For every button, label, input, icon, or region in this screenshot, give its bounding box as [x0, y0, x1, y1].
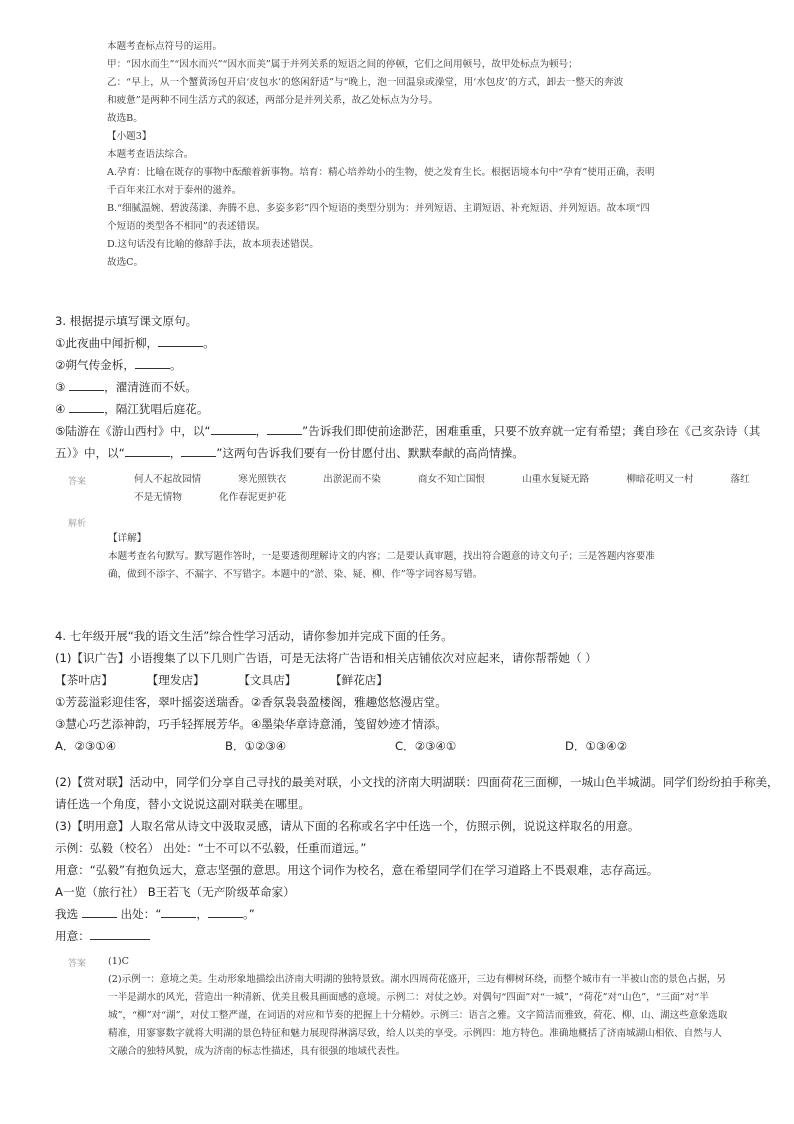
answer-line: (2)示例一：意境之美。生动形象地描绘出济南大明湖的独特景致。湖水四周荷花盛开，三边有柳树环绕，而整个城市有一半被山峦的景色占据，另一半是湖水的风光，营造出一种清新、优美且极具画面感的意境。示例二：对仗之妙。对偶句“四面”对“一城”，“荷花”对“山色”，“三面”对“半城”，“柳”对“湖”，对仗工整严谨，在词语的对应和节奏的把握上十分精妙。示例三：语言之雅。文字简洁而雅致，荷花、柳、山、湖这些意象选取精准，用寥寥数字就将大明湖的景色特征和魅力展现得淋漓尽致，给人以美的享受。示例四：地方特色。准确地概括了济南城湖山相依、自然与人文融合的独特风貌，成为济南的标志性描述，具有很强的地域代表性。 — [108, 974, 728, 1057]
shop-label: 【茶叶店】 — [55, 673, 113, 687]
text: 。 — [169, 358, 182, 372]
ad-line: ①芳蕊溢彩迎佳客，翠叶摇姿送瑞香。②香氛袅袅盈楼阁，雅趣悠悠漫店堂。 — [55, 695, 447, 709]
solution-line: 本题考查语法综合。 — [107, 149, 194, 160]
question-title: 4. 七年级开展“我的语文生活”综合性学习活动，请你参加并完成下面的任务。 — [55, 629, 453, 643]
answer-item: 商女不知亡国恨 — [417, 474, 486, 485]
question-3 — [55, 310, 761, 464]
answer-item: 化作春泥更护花 — [219, 492, 287, 503]
example-line: 示例：弘毅（校名） 出处：“士不可以不弘毅，任重而道远。” — [55, 841, 367, 855]
text: ④ — [55, 402, 70, 416]
blank — [181, 443, 216, 457]
solution-line: 个短语的类型各不相同”的表述错误。 — [107, 221, 266, 232]
text: 用意： — [55, 929, 90, 943]
solution-line: 故选B。 — [107, 113, 143, 124]
blank — [158, 333, 203, 347]
solution-line: A.孕育：比喻在既存的事物中酝酿着新事物。培育：精心培养幼小的生物，使之发育生长。根据语境本句中“孕育”使用正确，表明 — [107, 167, 655, 178]
blank — [267, 421, 302, 435]
solution-line: 故选C。 — [107, 257, 144, 268]
spacer — [55, 757, 755, 771]
solution-line: 本题考查标点符号的运用。 — [107, 41, 223, 52]
blank — [211, 421, 256, 435]
shop-label: 【理发店】 — [146, 673, 205, 687]
shop-label: 【文具店】 — [238, 673, 297, 687]
question-line — [55, 442, 755, 464]
blank — [69, 399, 104, 413]
answer-item: 出淤泥而不染 — [323, 474, 381, 485]
pick-line — [55, 903, 755, 925]
question-line — [55, 376, 755, 398]
top-solution — [107, 38, 747, 272]
shop-list — [55, 669, 755, 691]
question-4 — [55, 625, 779, 947]
text: ①此夜曲中闻折柳， — [55, 336, 159, 350]
text: 出处：“ — [116, 907, 162, 921]
blank — [161, 904, 196, 918]
text: ， — [255, 424, 268, 438]
solution-line: 【小题3】 — [107, 131, 152, 142]
option-c[interactable]: C．②③④① — [395, 739, 457, 753]
solution-line: 乙：“早上，从一个蟹黄汤包开启‘皮包水’的悠闲舒适”与“晚上，泡一回温泉或澡堂，用‘水包皮’的方式，卸去一整天的奔波 — [107, 77, 624, 88]
text: ⑤陆游在《游山西村》中，以“ — [55, 424, 211, 438]
answer-item: 柳暗花明又一村 — [626, 474, 694, 485]
blank — [208, 904, 243, 918]
question-line — [55, 398, 755, 420]
answer-item: 山重水复疑无路 — [522, 474, 590, 485]
sub-question-3: (3)【明用意】人取名常从诗文中汲取灵感，请从下面的名称或名字中任选一个，仿照示例，说说这样取名的用意。 — [55, 819, 640, 833]
solution-line: 和疲惫”是两种不同生活方式的叙述，两部分是并列关系，故乙处标点为分号。 — [107, 95, 439, 106]
sub-question-2: (2)【赏对联】活动中，同学们分享自己寻找的最美对联，小文找的济南大明湖联：四面荷花三面柳，一城山色半城湖。同学们纷纷拍手称美， — [55, 775, 779, 789]
answer-line: (1)C — [108, 956, 129, 967]
solution-line: 甲：“因水而生”“因水而兴”“因水而美”属于并列关系的短语之间的停顿，它们之间用顿号，故甲处标点为顿号； — [107, 59, 578, 70]
answer-text — [134, 471, 774, 507]
blank — [90, 926, 150, 940]
text: ”这两句告诉我们要有一份甘愿付出、默默奉献的高尚情操。 — [216, 446, 524, 460]
text: ， — [196, 907, 208, 921]
text: 我选 — [55, 907, 82, 921]
question-line — [55, 354, 755, 376]
text: ， — [169, 446, 182, 460]
blank — [82, 904, 117, 918]
explain-head: 【详解】 — [108, 533, 147, 544]
text: ”告诉我们即使前途渺茫，困难重重，只要不放弃就一定有希望；龚自珍在《己亥杂诗（其 — [302, 424, 761, 438]
explain-body — [108, 530, 728, 584]
option-a[interactable]: A．②③①④ — [55, 739, 117, 753]
answer-body — [108, 953, 728, 1061]
blank — [69, 377, 104, 391]
answer-label: 答案 — [68, 959, 87, 969]
solution-line: D.这句话没有比喻的修辞手法，故本项表述错误。 — [107, 239, 319, 250]
text: ③ — [55, 380, 70, 394]
answer-item: 落红 — [730, 474, 750, 485]
choice-line: A一览（旅行社） B王若飞（无产阶级革命家） — [55, 885, 295, 899]
answer-item: 何人不起故园情 — [134, 474, 202, 485]
text: 五）》中，以“ — [55, 446, 125, 460]
answer-item: 寒光照铁衣 — [238, 474, 287, 485]
blank — [135, 355, 170, 369]
text: ，濯清涟而不妖。 — [104, 380, 197, 394]
question-line — [55, 420, 761, 442]
blank — [125, 443, 170, 457]
text: ，隔江犹唱后庭花。 — [104, 402, 209, 416]
option-d[interactable]: D．①③④② — [565, 739, 628, 753]
ad-line: ③慧心巧艺添神韵，巧手轻挥展芳华。④墨染华章诗意涌，笺留妙迹才情添。 — [55, 717, 447, 731]
answer-label: 答案 — [68, 477, 87, 487]
sub-question-1: (1)【识广告】小语搜集了以下几则广告语，可是无法将广告语和相关店铺依次对应起来，请你帮帮她（ ） — [55, 651, 597, 665]
meaning-line — [55, 925, 755, 947]
text: 。 — [203, 336, 215, 350]
option-b[interactable]: B．①②③④ — [225, 739, 287, 753]
shop-label: 【鲜花店】 — [330, 673, 388, 687]
question-title: 3. 根据提示填写课文原句。 — [55, 314, 198, 328]
text: 。” — [242, 907, 255, 921]
options — [55, 735, 755, 757]
explain-line: 本题考查名句默写。默写题作答时，一是要透彻理解诗文的内容；二是要认真审题，找出符合题意的诗文句子；三是答题内容要准 — [108, 551, 655, 562]
explain-label: 解析 — [68, 519, 87, 529]
answer-item: 不是无情物 — [134, 492, 182, 503]
explain-line: 确，做到不添字、不漏字、不写错字。本题中的“淤、染、疑、柳、作”等字词容易写错。 — [108, 569, 483, 580]
solution-line: 千百年来江水对于泰州的滋养。 — [107, 185, 242, 196]
sub-question-2-cont: 请任选一个角度，替小文说说这副对联美在哪里。 — [55, 797, 311, 811]
solution-line: B.“细腻温婉、碧波荡漾、奔腾不息、多姿多彩”四个短语的类型分别为：并列短语、主谓短语、补充短语、并列短语。故本项“四 — [107, 203, 650, 214]
text: ②朔气传金柝， — [55, 358, 135, 372]
question-line — [55, 332, 755, 354]
example-meaning: 用意：“弘毅”有抱负远大，意志坚强的意思。用这个词作为校名，意在希望同学们在学习道路上不畏艰难，志存高远。 — [55, 863, 659, 877]
